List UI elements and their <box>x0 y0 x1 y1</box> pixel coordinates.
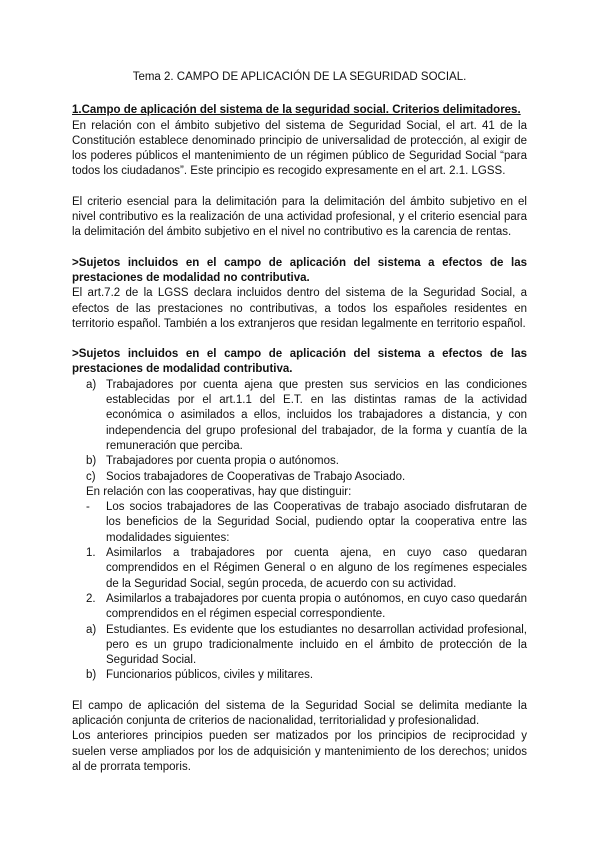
list-item <box>72 592 527 623</box>
list-item-text: Asimilarlos a trabajadores por cuenta ajena, en cuyo caso quedaran comprendidos en el Régimen General o en alguno de los regímenes especiales de la Seguridad Social, según proceda, de acuerdo con su actividad. <box>106 547 527 590</box>
section2-paragraph-1: El art.7.2 de la LGSS declara incluidos dentro del sistema de la Seguridad Social, a efectos de las prestaciones no contributivas, a todos los españoles residentes en territorio español. También a los extranjeros que residan legalmente en territorio español. <box>72 287 527 330</box>
spacer <box>72 241 527 256</box>
section1-heading: 1.Campo de aplicación del sistema de la seguridad social. Criterios delimitadores. <box>72 104 521 117</box>
list-item-text: Funcionarios públicos, civiles y militares. <box>106 669 314 682</box>
list-item-text: Asimilarlos a trabajadores por cuenta propia o autónomos, en cuyo caso quedarán comprendidos en el régimen especial correspondiente. <box>106 592 527 621</box>
list-marker: 2. <box>86 592 96 605</box>
list-item-text: Los socios trabajadores de las Cooperativas de trabajo asociado disfrutaran de los beneficios de la Seguridad Social, pudiendo optar la cooperativa entre las modalidades siguientes: <box>106 501 527 544</box>
list-item <box>72 623 527 669</box>
list-marker: - <box>86 501 90 514</box>
section1-paragraph-1: En relación con el ámbito subjetivo del sistema de Seguridad Social, el art. 41 de la Constitución establece denominado principio de universalidad de protección, al exigir de los poderes públicos el mantenimiento de un régimen público de Seguridad Social “para todos los ciudadanos”. Este principio es recogido expresamente en el art. 2.1. LGSS. <box>72 119 527 178</box>
list-item <box>72 454 527 469</box>
closing-paragraph-2: Los anteriores principios pueden ser matizados por los principios de reciprocidad y suelen verse ampliados por los de adquisición y mantenimiento de los derechos; unidos al de prorrata temporis. <box>72 730 527 773</box>
contributive-list <box>72 378 527 485</box>
closing-paragraph-1: El campo de aplicación del sistema de la Seguridad Social se delimita mediante la aplicación conjunta de criterios de nacionalidad, territorialidad y profesionalidad. <box>72 699 527 727</box>
document-title: Tema 2. CAMPO DE APLICACIÓN DE LA SEGURIDAD SOCIAL. <box>132 71 467 83</box>
list-item <box>72 668 527 683</box>
list-marker: a) <box>86 623 97 636</box>
list-marker: a) <box>86 378 97 391</box>
list-marker: b) <box>86 669 97 682</box>
list-item-text: Estudiantes. Es evidente que los estudiantes no desarrollan actividad profesional, pero es un grupo tradicionalmente incluido en el ámbito de protección de la Seguridad Social. <box>106 623 527 667</box>
list-item-text: Trabajadores por cuenta propia o autónomos. <box>106 455 339 468</box>
spacer <box>72 332 527 347</box>
list-item-text: Socios trabajadores de Cooperativas de Trabajo Asociado. <box>106 470 406 483</box>
cooperatives-intro: En relación con las cooperativas, hay que distinguir: <box>86 485 352 498</box>
section3-heading: >Sujetos incluidos en el campo de aplicación del sistema a efectos de las prestaciones de modalidad contributiva. <box>72 348 527 376</box>
list-item-text: Trabajadores por cuenta ajena que presten sus servicios en las condiciones establecidas por el art.1.1 del E.T. en las distintas ramas de la actividad económica o asimilados a ellos, incluidos los trabajadores a distancia, y con independencia del grupo profesional del trabajador, de la forma y cuantía de la remuneración que perciba. <box>106 378 527 452</box>
list-item <box>72 378 527 454</box>
list-marker: 1. <box>86 547 96 560</box>
section2-heading: >Sujetos incluidos en el campo de aplicación del sistema a efectos de las prestaciones de modalidad no contributiva. <box>72 256 527 284</box>
cooperatives-list <box>72 500 527 684</box>
document-page <box>72 70 527 775</box>
list-item <box>72 500 527 546</box>
list-marker: c) <box>86 470 96 483</box>
spacer <box>72 180 527 195</box>
list-marker: b) <box>86 455 97 468</box>
list-item <box>72 470 527 485</box>
section1-paragraph-2: El criterio esencial para la delimitación para la delimitación del ámbito subjetivo en el nivel contributivo es la realización de una actividad profesional, y el criterio esencial para la delimitación del ámbito subjetivo en el nivel no contributivo es la carencia de rentas. <box>72 195 527 239</box>
spacer <box>72 684 527 699</box>
list-item <box>72 546 527 592</box>
